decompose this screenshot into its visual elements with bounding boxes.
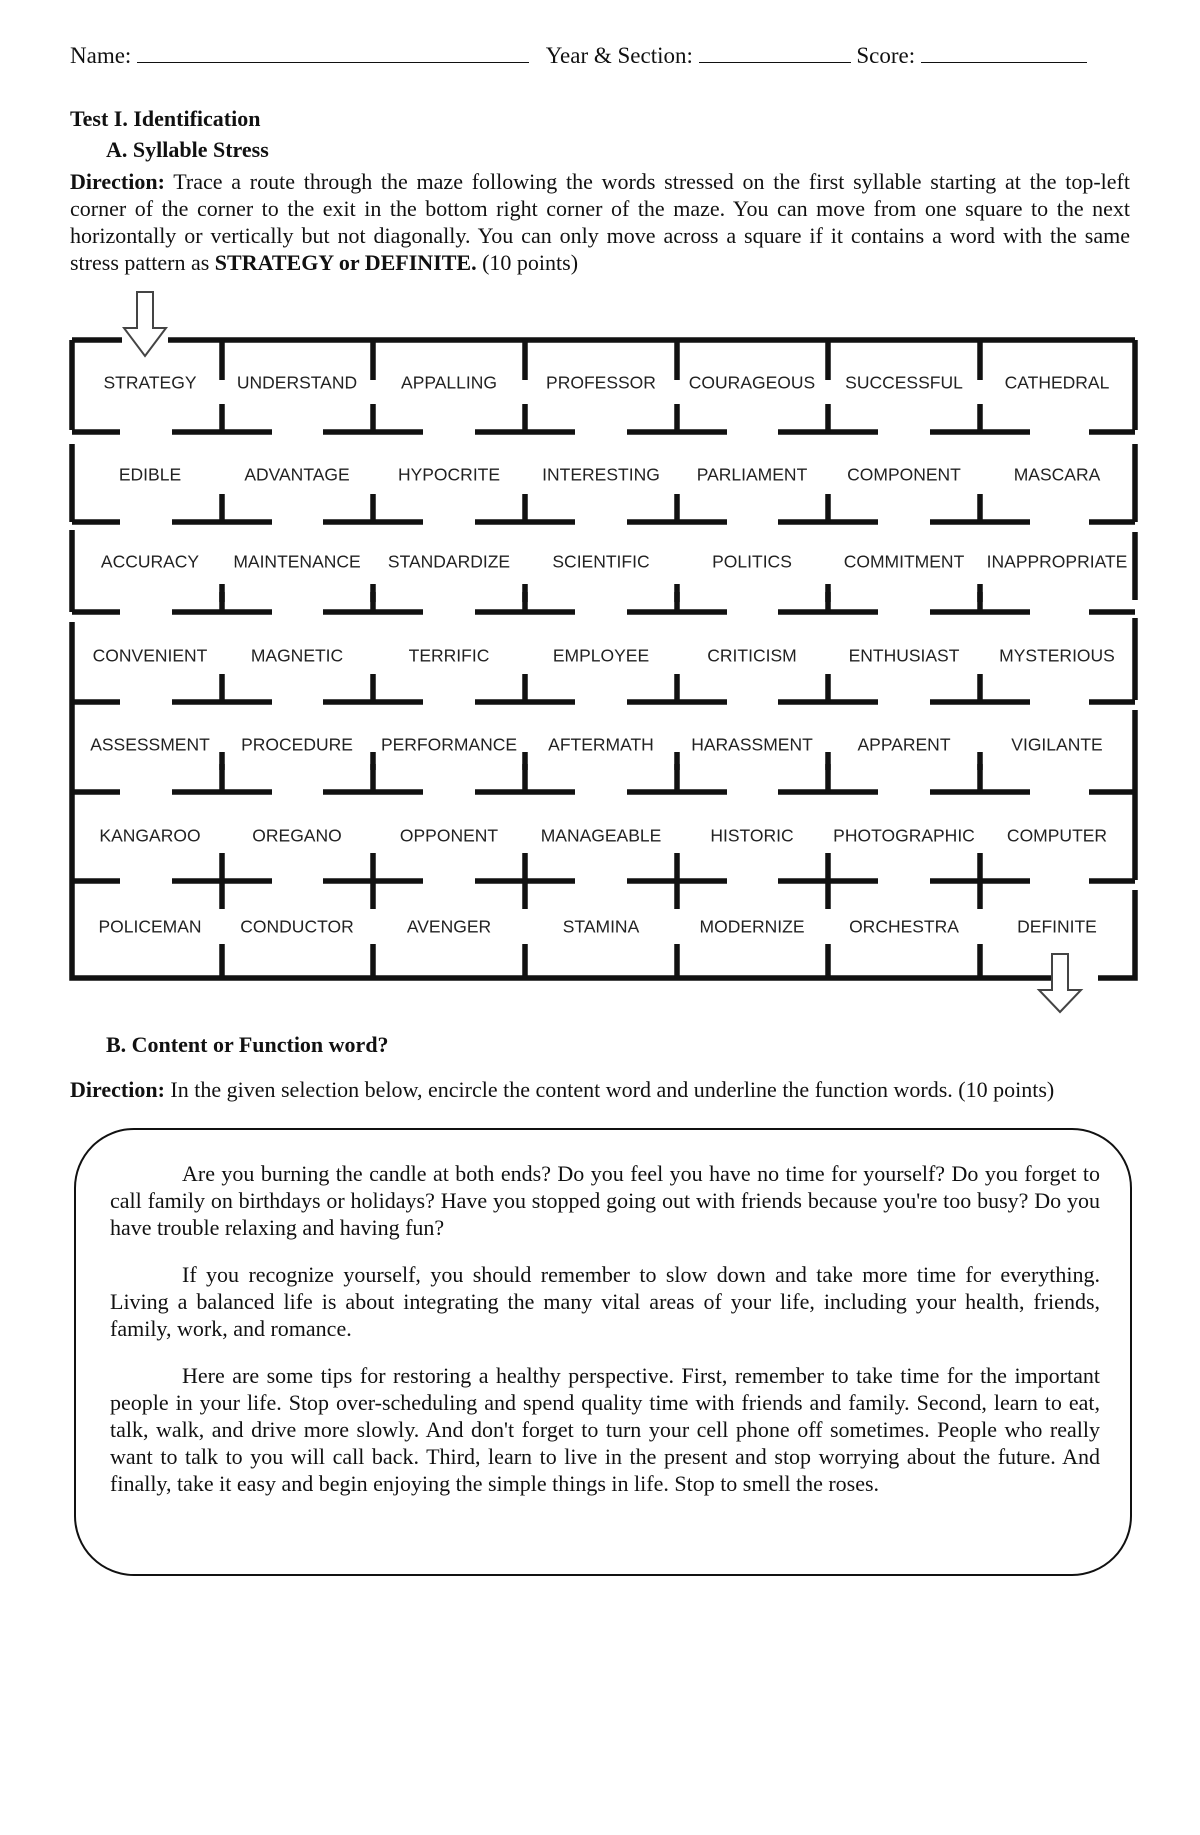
section-b-direction-text: In the given selection below, encircle the content word and underline the function words. (10 points): [170, 1077, 1055, 1102]
maze-cell-word[interactable]: PROCEDURE: [241, 734, 353, 755]
maze-cell-word[interactable]: CONVENIENT: [92, 645, 208, 666]
maze-cell-word[interactable]: MAGNETIC: [250, 645, 344, 666]
maze-cell-word[interactable]: PERFORMANCE: [380, 734, 518, 755]
maze-cell-word[interactable]: STAMINA: [562, 916, 640, 937]
maze-cell-word[interactable]: COURAGEOUS: [688, 372, 816, 393]
maze-cell-word[interactable]: AFTERMATH: [548, 734, 654, 755]
passage-text-1[interactable]: Are you burning the candle at both ends? Do you feel you have no time for yourself? Do you forget to call family on birthdays or holidays? Have you stopped going out with friends because you're too busy? Do you have trouble relaxing and having fun?: [110, 1161, 1100, 1240]
section-b-title: B. Content or Function word?: [106, 1032, 389, 1057]
maze-cell-word[interactable]: OREGANO: [252, 825, 342, 846]
name-label: Name:: [70, 43, 132, 68]
maze-cell-word[interactable]: COMPONENT: [847, 464, 961, 485]
maze-cell-word[interactable]: DEFINITE: [1017, 916, 1097, 937]
maze-cell-word[interactable]: CONDUCTOR: [240, 916, 354, 937]
maze-cell-word[interactable]: KANGAROO: [99, 825, 201, 846]
maze-cell-word[interactable]: TERRIFIC: [408, 645, 490, 666]
maze-cell-word[interactable]: INTERESTING: [542, 464, 660, 485]
maze-cell-word[interactable]: POLITICS: [712, 551, 792, 572]
maze-cell-word[interactable]: VIGILANTE: [1011, 734, 1103, 755]
passage-text-3[interactable]: Here are some tips for restoring a healthy perspective. First, remember to take time for the important people in your life. Stop over-scheduling and spend quality time with friends and family. Second, learn to eat, talk, walk, and drive more slowly. And don't forget to turn your cell phone off sometimes. People who really want to talk to you will call back. Third, learn to live in the present and stop worrying about the future. And finally, take it easy and begin enjoying the simple things in life. Stop to smell the roses.: [110, 1363, 1100, 1496]
maze-cell-word[interactable]: HYPOCRITE: [397, 464, 501, 485]
maze-cell-word[interactable]: MYSTERIOUS: [999, 645, 1115, 666]
passage-paragraph-2[interactable]: [110, 1261, 1100, 1342]
maze-cell-word[interactable]: STANDARDIZE: [387, 551, 511, 572]
direction-points: (10 points): [482, 250, 579, 275]
maze-cell-word[interactable]: EMPLOYEE: [552, 645, 650, 666]
maze-cell-word[interactable]: HISTORIC: [710, 825, 794, 846]
maze-cell-word[interactable]: CRITICISM: [707, 645, 797, 666]
test-title: Test I. Identification: [70, 106, 261, 131]
maze-cell-word[interactable]: ACCURACY: [100, 551, 200, 572]
direction-text: Trace a route through the maze following the words stressed on the first syllable starting at the top-left corner of the corner to the exit in the bottom right corner of the maze. You can move from one square to the next horizontally or vertically but not diagonally. You can only move across a square if it contains a word with the same stress pattern as: [70, 169, 1130, 275]
maze-cell-word[interactable]: PARLIAMENT: [696, 464, 808, 485]
maze-cell-word[interactable]: MODERNIZE: [699, 916, 805, 937]
passage-paragraph-1[interactable]: [110, 1160, 1100, 1241]
maze-cell-word[interactable]: HARASSMENT: [691, 734, 813, 755]
maze-cell-word[interactable]: POLICEMAN: [98, 916, 202, 937]
maze-cell-word[interactable]: MASCARA: [1013, 464, 1101, 485]
score-label: Score:: [856, 43, 916, 68]
maze-cell-word[interactable]: EDIBLE: [118, 464, 182, 485]
maze-cell-word[interactable]: ORCHESTRA: [849, 916, 959, 937]
maze-cell-word[interactable]: COMMITMENT: [843, 551, 965, 572]
maze-cell-word[interactable]: ADVANTAGE: [244, 464, 350, 485]
maze-cell-word[interactable]: APPARENT: [857, 734, 951, 755]
maze-cell-word[interactable]: AVENGER: [406, 916, 492, 937]
passage-text-2[interactable]: If you recognize yourself, you should remember to slow down and take more time for everything. Living a balanced life is about integrating the many vital areas of your life, including your health, friends, family, work, and romance.: [110, 1262, 1100, 1341]
maze-cell-word[interactable]: ASSESSMENT: [90, 734, 210, 755]
maze-cell-word[interactable]: PHOTOGRAPHIC: [833, 825, 975, 846]
maze-cell-word[interactable]: SCIENTIFIC: [552, 551, 650, 572]
maze-cell-word[interactable]: CATHEDRAL: [1004, 372, 1110, 393]
maze-cell-word[interactable]: PROFESSOR: [546, 372, 656, 393]
section-a-title: A. Syllable Stress: [106, 137, 269, 162]
maze-cell-word[interactable]: STRATEGY: [103, 372, 197, 393]
direction-emphasis: STRATEGY or DEFINITE.: [214, 250, 477, 275]
maze-cell-word[interactable]: UNDERSTAND: [236, 372, 358, 393]
maze-cell-word[interactable]: ENTHUSIAST: [848, 645, 960, 666]
direction-label: Direction:: [70, 169, 165, 194]
maze-cell-word[interactable]: APPALLING: [401, 372, 497, 393]
passage-paragraph-3[interactable]: [110, 1362, 1100, 1497]
maze-cell-word[interactable]: INAPPROPRIATE: [986, 551, 1128, 572]
maze-cell-word[interactable]: MAINTENANCE: [233, 551, 361, 572]
maze-cell-word[interactable]: MANAGEABLE: [540, 825, 662, 846]
year-section-label: Year & Section:: [545, 43, 693, 68]
maze-cell-word[interactable]: SUCCESSFUL: [845, 372, 963, 393]
maze-cell-word[interactable]: OPPONENT: [399, 825, 499, 846]
section-b-direction-label: Direction:: [70, 1077, 165, 1102]
section-b-direction: [70, 1077, 1054, 1103]
maze-cell-word[interactable]: COMPUTER: [1006, 825, 1108, 846]
